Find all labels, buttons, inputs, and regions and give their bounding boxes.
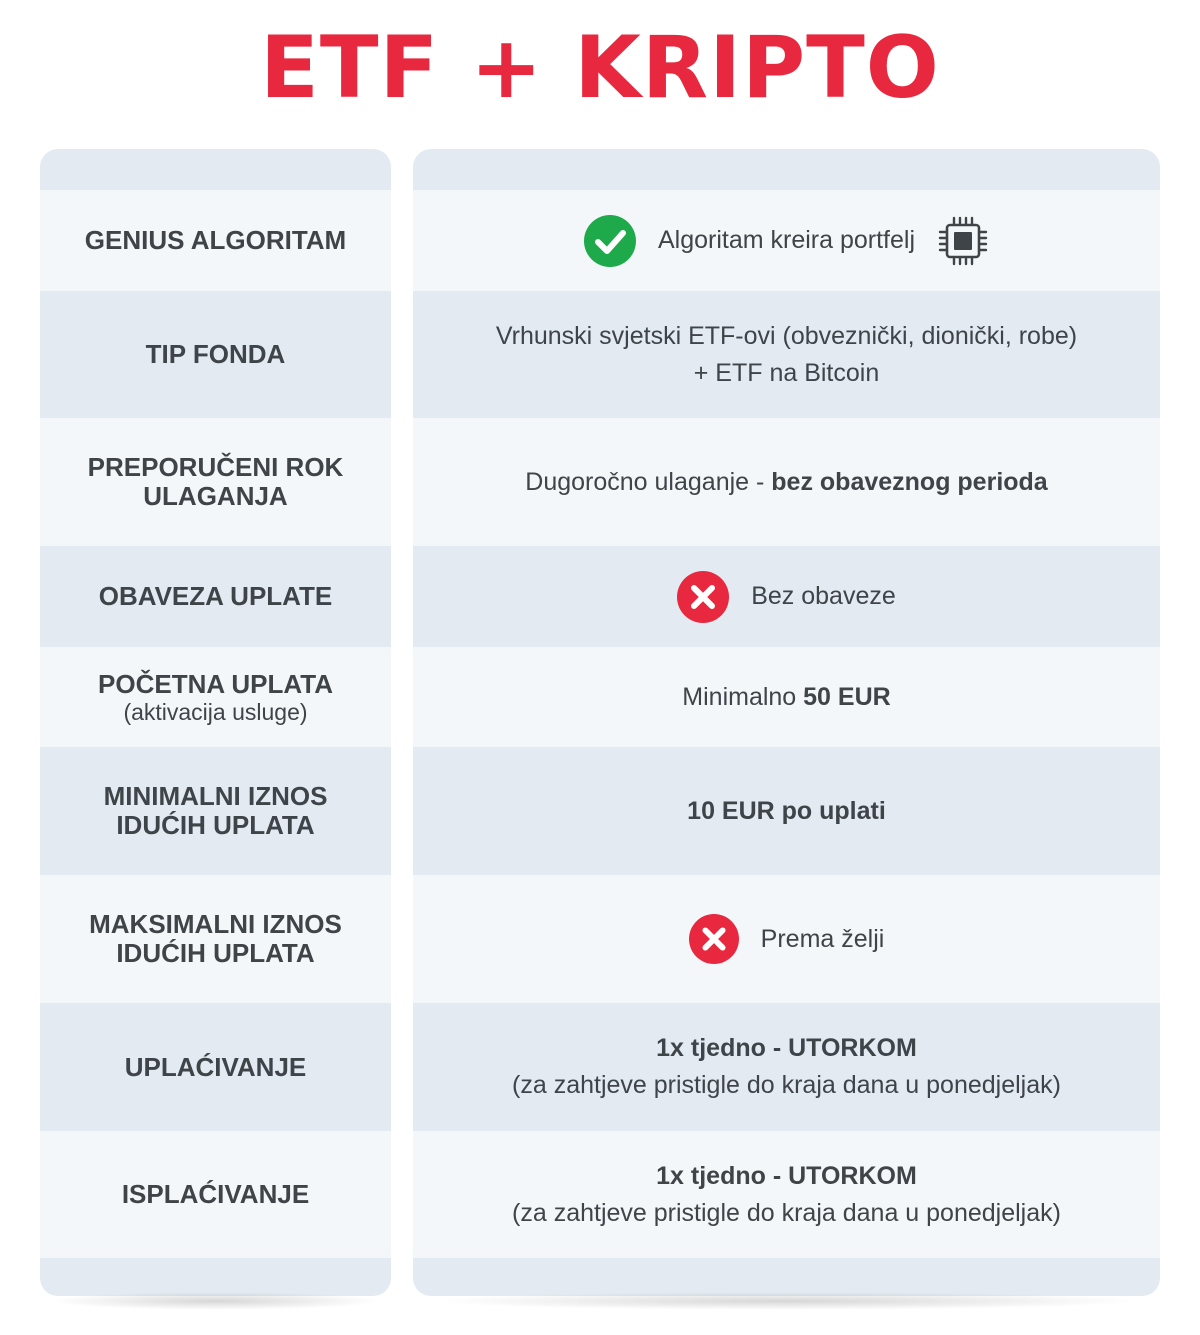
row-value-tip-fonda [413,291,1160,418]
value-bold-text: bez obaveznog perioda [771,467,1048,496]
value-line: + ETF na Bitcoin [693,358,880,387]
left-column-shadow [50,1292,381,1310]
labels-column [40,149,391,1296]
value-maksimalni-iznos [669,914,905,964]
value-line: (za zahtjeve pristigle do kraja dana u ponedjeljak) [512,1198,1061,1227]
label-obaveza-uplate: OBAVEZA UPLATE [98,581,333,611]
label-line: PREPORUČENI ROK [87,452,344,482]
value-preporuceni-rok [505,464,1067,501]
label-isplacivanje: ISPLAĆIVANJE [121,1179,310,1209]
row-value-obaveza-uplate [413,546,1160,647]
value-tip-fonda [476,318,1097,392]
values-column-header [413,149,1160,190]
label-maksimalni-iznos [71,910,360,968]
label-genius-algoritam: GENIUS ALGORITAM [84,225,347,255]
label-line: MAKSIMALNI IZNOS [89,909,342,939]
check-circle-icon [584,215,636,267]
label-minimalni-iznos [86,782,346,840]
value-bold-text: 10 EUR po uplati [687,796,886,825]
sublabel: (aktivacija usluge) [123,698,308,725]
row-label-minimalni-iznos [40,747,391,875]
row-label-obaveza-uplate [40,546,391,647]
label-preporuceni-rok [70,453,362,511]
value-text: Bez obaveze [751,582,896,610]
chip-icon [937,215,989,267]
value-text: Algoritam kreira portfelj [657,226,916,254]
right-column-shadow [433,1292,1140,1310]
label-line: IDUĆIH UPLATA [116,810,315,840]
row-label-pocetna-uplata [40,647,391,747]
row-label-isplacivanje [40,1131,391,1258]
row-label-uplacivanje [40,1003,391,1131]
value-bold-text: 50 EUR [803,682,891,711]
row-value-genius-algoritam [413,190,1160,291]
value-bold-text: 1x tjedno - UTORKOM [656,1034,917,1062]
label-line: IDUĆIH UPLATA [116,938,315,968]
label-uplacivanje: UPLAĆIVANJE [124,1051,307,1082]
labels-column-header [40,149,391,190]
label-line: MINIMALNI IZNOS [103,781,328,811]
label-line: POČETNA UPLATA [98,668,333,699]
value-line: Vrhunski svjetski ETF-ovi (obveznički, dionički, robe) [495,321,1078,350]
x-circle-icon [677,571,729,623]
row-value-isplacivanje [413,1131,1160,1258]
value-text: Prema želji [760,924,885,953]
label-pocetna-uplata [80,670,351,725]
row-value-pocetna-uplata [413,647,1160,747]
row-value-minimalni-iznos [413,747,1160,875]
value-line: (za zahtjeve pristigle do kraja dana u ponedjeljak) [512,1071,1061,1099]
row-label-tip-fonda [40,291,391,418]
value-isplacivanje [492,1158,1081,1232]
values-column [413,149,1160,1296]
value-pocetna-uplata [662,679,910,716]
page-title: ETF + KRIPTO [260,18,940,118]
value-genius-algoritam [564,215,1009,267]
row-value-preporuceni-rok [413,418,1160,546]
label-tip-fonda: TIP FONDA [145,339,286,369]
row-value-maksimalni-iznos [413,875,1160,1003]
row-label-preporuceni-rok [40,418,391,546]
value-uplacivanje [492,1030,1081,1104]
value-minimalni-iznos [667,793,906,830]
x-circle-icon [689,914,739,964]
row-label-maksimalni-iznos [40,875,391,1003]
value-obaveza-uplate [657,571,916,623]
label-line: ULAGANJA [143,481,288,511]
row-value-uplacivanje [413,1003,1160,1131]
value-text: Dugoročno ulaganje - [525,467,772,496]
value-bold-text: 1x tjedno - UTORKOM [656,1161,917,1190]
value-text: Minimalno [682,682,804,711]
row-label-genius-algoritam [40,190,391,291]
